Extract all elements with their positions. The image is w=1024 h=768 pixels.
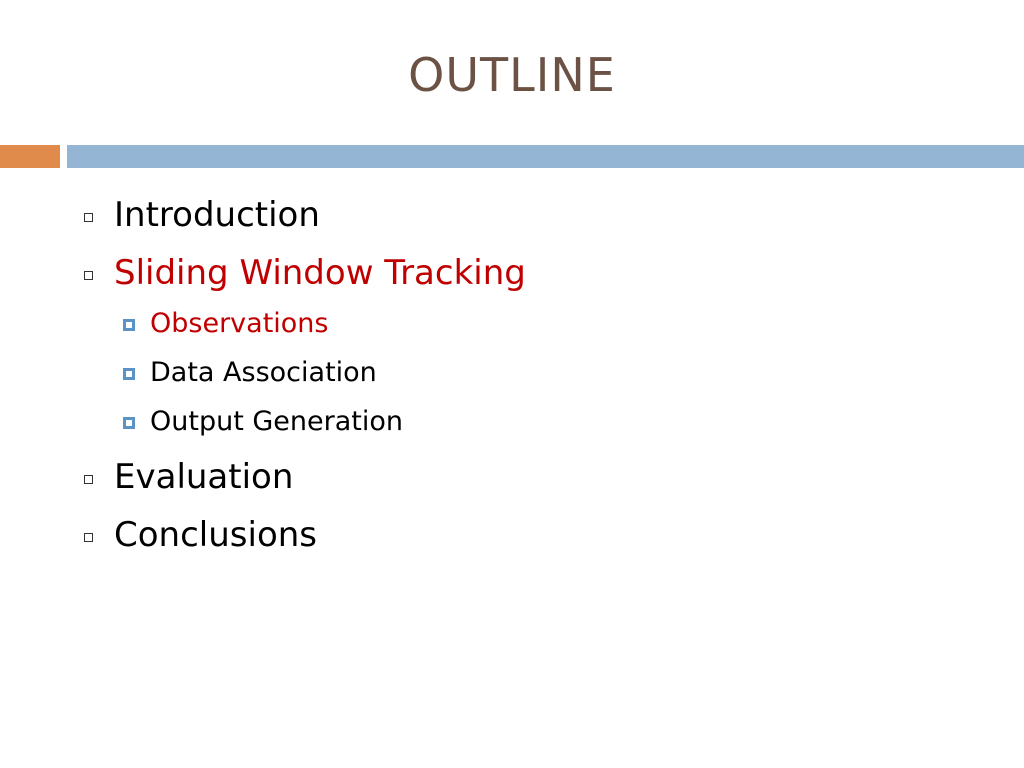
- outline-subitem-observations: [84, 299, 526, 348]
- hollow-square-bullet-icon: [84, 271, 93, 280]
- hollow-square-bullet-icon: [84, 213, 93, 222]
- square-sub-bullet-icon: [123, 319, 135, 331]
- hollow-square-bullet-icon: [84, 475, 93, 484]
- outline-subitem-label: Data Association: [150, 357, 377, 388]
- outline-subitem-output-generation: [84, 397, 526, 446]
- outline-item-label: Sliding Window Tracking: [114, 253, 526, 293]
- outline-list: [84, 186, 526, 564]
- square-sub-bullet-icon: [123, 417, 135, 429]
- outline-item-label: Evaluation: [114, 457, 294, 497]
- outline-item-sliding-window-tracking: [84, 244, 526, 302]
- outline-item-label: Conclusions: [114, 515, 318, 555]
- header-divider-bar: [67, 145, 1024, 168]
- square-sub-bullet-icon: [123, 368, 135, 380]
- outline-item-introduction: [84, 186, 526, 244]
- outline-subitem-data-association: [84, 348, 526, 397]
- outline-item-evaluation: [84, 448, 526, 506]
- outline-subitem-label: Output Generation: [150, 406, 403, 437]
- outline-item-label: Introduction: [114, 195, 320, 235]
- outline-item-conclusions: [84, 506, 526, 564]
- hollow-square-bullet-icon: [84, 533, 93, 542]
- accent-bar: [0, 145, 60, 168]
- slide-title: OUTLINE: [408, 48, 616, 102]
- outline-subitem-label: Observations: [150, 308, 329, 339]
